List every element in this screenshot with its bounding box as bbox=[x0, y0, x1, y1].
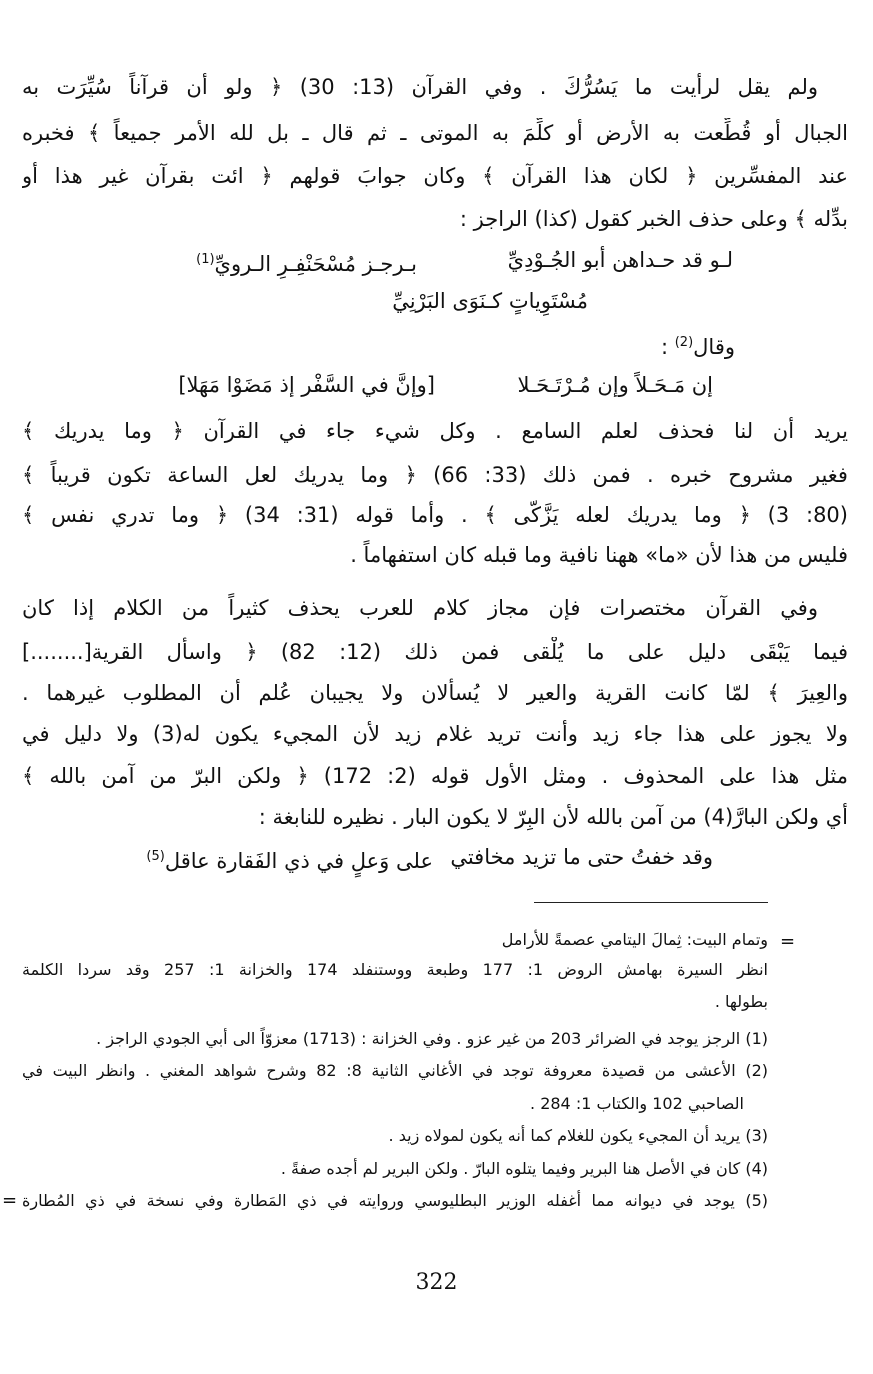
verse-text: لـو قد حـداهن أبو الجُـوْدِيِّ bbox=[507, 248, 733, 272]
footnote-5: (5) يوجد في ديوانه مما أغفله الوزير البطليوسي وروايته في ذي المَطارة وفي نسخة في ذي المُطارة bbox=[22, 1191, 768, 1210]
verse-text: بـرجـز مُسْحَنْفِـرِ الـرويِّ bbox=[214, 252, 417, 276]
footnote-1: (1) الرجز يوجد في الضرائر 203 من غير عزو . وفي الخزانة : (1713) معزوّاً الى أبي الجودي الراجز . bbox=[96, 1029, 768, 1048]
footnote-4: (4) كان في الأصل هنا البرير وفيما يتلوه البارّ . ولكن البرير لم أجده صفةً . bbox=[280, 1159, 768, 1178]
verse-hemistich-left bbox=[196, 245, 417, 279]
main-text-line: فغير مشروح خبره . فمن ذلك (33: 66) ﴿ وما يدريك لعل الساعة تكون قريباً ﴾ bbox=[22, 463, 848, 487]
verse-text: على وَعلٍ في ذي الفَقارة عاقل bbox=[164, 849, 433, 873]
main-text-line: بدِّله ﴾ وعلى حذف الخبر كقول (كذا) الراجز : bbox=[459, 207, 848, 231]
footnote-3: (3) يريد أن المجيء يكون للغلام كما أنه يكون لمولاه زيد . bbox=[388, 1126, 768, 1145]
page-number: 322 bbox=[415, 1270, 458, 1295]
footnote-line: بطولها . bbox=[714, 992, 768, 1011]
verse-hemistich-right: وقد خفتُ حتى ما تزيد مخافتي bbox=[450, 845, 713, 869]
main-text-line: ولا يجوز على هذا جاء زيد وأنت تريد غلام زيد لأن المجيء يكون له(3) ولا دليل في bbox=[22, 722, 848, 746]
main-text-line: يريد أن لنا فحذف لعلم السامع . وكل شيء جاء في القرآن ﴿ وما يدريك ﴾ bbox=[22, 419, 848, 443]
main-text-line: (80: 3) ﴿ وما يدريك لعله يَزَّكّى ﴾ . وأما قوله (31: 34) ﴿ وما تدري نفس ﴾ bbox=[22, 503, 848, 527]
verse-hemistich-right bbox=[508, 245, 733, 275]
footnote-line: انظر السيرة بهامش الروض 1: 177 وطبعة ووستنفلد 174 والخزانة 1: 257 وقد سردا الكلمة bbox=[22, 960, 768, 979]
trailing-mark: = bbox=[2, 1190, 18, 1211]
main-text-line: ولم يقل لرأيت ما يَسُرُّكَ . وفي القرآن (13: 30) ﴿ ولو أن قرآناً سُيِّرَت به bbox=[22, 75, 818, 99]
footnote-2: (2) الأعشى من قصيدة معروفة توجد في الأغاني الثانية 8: 82 وشرح شواهد المغني . وانظر البيت في bbox=[22, 1061, 768, 1080]
footnote-ref: (5) bbox=[146, 849, 165, 864]
main-text-line: فيما يَبْقَى دليل على ما يُلْقى فمن ذلك (12: 82) ﴿ واسأل القرية[........] bbox=[22, 640, 848, 664]
footnote-ref: (2) bbox=[674, 335, 694, 350]
main-text-line: فليس من هذا لأن «ما» ههنا نافية وما قبله كان استفهاماً . bbox=[350, 543, 848, 567]
verse-line-2: مُسْتَوِياتٍ كـنَوَى البَرْنِيِّ bbox=[392, 289, 588, 313]
main-text-line: أي ولكن البارَّ(4) من آمن بالله لأن البِرّ لا يكون البار . نظيره للنابغة : bbox=[258, 805, 848, 829]
footnote-line: وتمام البيت: ثِمالَ اليتامي عصمةً للأرامل bbox=[501, 930, 768, 949]
main-text-line: الجبال أو قُطِّعت به الأرض أو كلِّمَ به الموتى ـ ثم قال ـ بل لله الأمر جميعاً ﴾ فخبره bbox=[22, 121, 848, 145]
main-text-line: والعِيرَ ﴾ لمّا كانت القرية والعير لا يُسألان ولا يجيبان عُلم أن المطلوب غيرهما . bbox=[22, 681, 848, 705]
main-text-line: مثل هذا على المحذوف . ومثل الأول قوله (2: 172) ﴿ ولكن البرّ من آمن بالله ﴾ bbox=[22, 764, 848, 788]
verse-hemistich-left: [وإنَّ في السَّفْر إذ مَضَوْا مَهَلا] bbox=[178, 373, 435, 397]
continuation-mark: = bbox=[780, 931, 796, 952]
verse-hemistich-right: إن مَـحَـلاً وإن مُـرْتَـحَـلا bbox=[517, 373, 713, 397]
main-text-line: عند المفسِّرين ﴿ لكان هذا القرآن ﴾ وكان جوابَ قولهم ﴿ ائت بقرآن غير هذا أو bbox=[22, 164, 848, 188]
footnote-2-continuation: الصاحبي 102 والكتاب 1: 284 . bbox=[530, 1094, 744, 1113]
main-text-line: وفي القرآن مختصرات فإن مجاز كلام للعرب يحذف كثيراً من الكلام إذا كان bbox=[22, 596, 818, 620]
qala-line: وقال$^{(2)}$ : bbox=[660, 335, 735, 359]
footnote-divider bbox=[534, 902, 768, 903]
footnote-ref: (1) bbox=[196, 252, 215, 267]
verse-hemistich-left bbox=[146, 842, 433, 876]
qala-text: وقال bbox=[693, 335, 735, 359]
